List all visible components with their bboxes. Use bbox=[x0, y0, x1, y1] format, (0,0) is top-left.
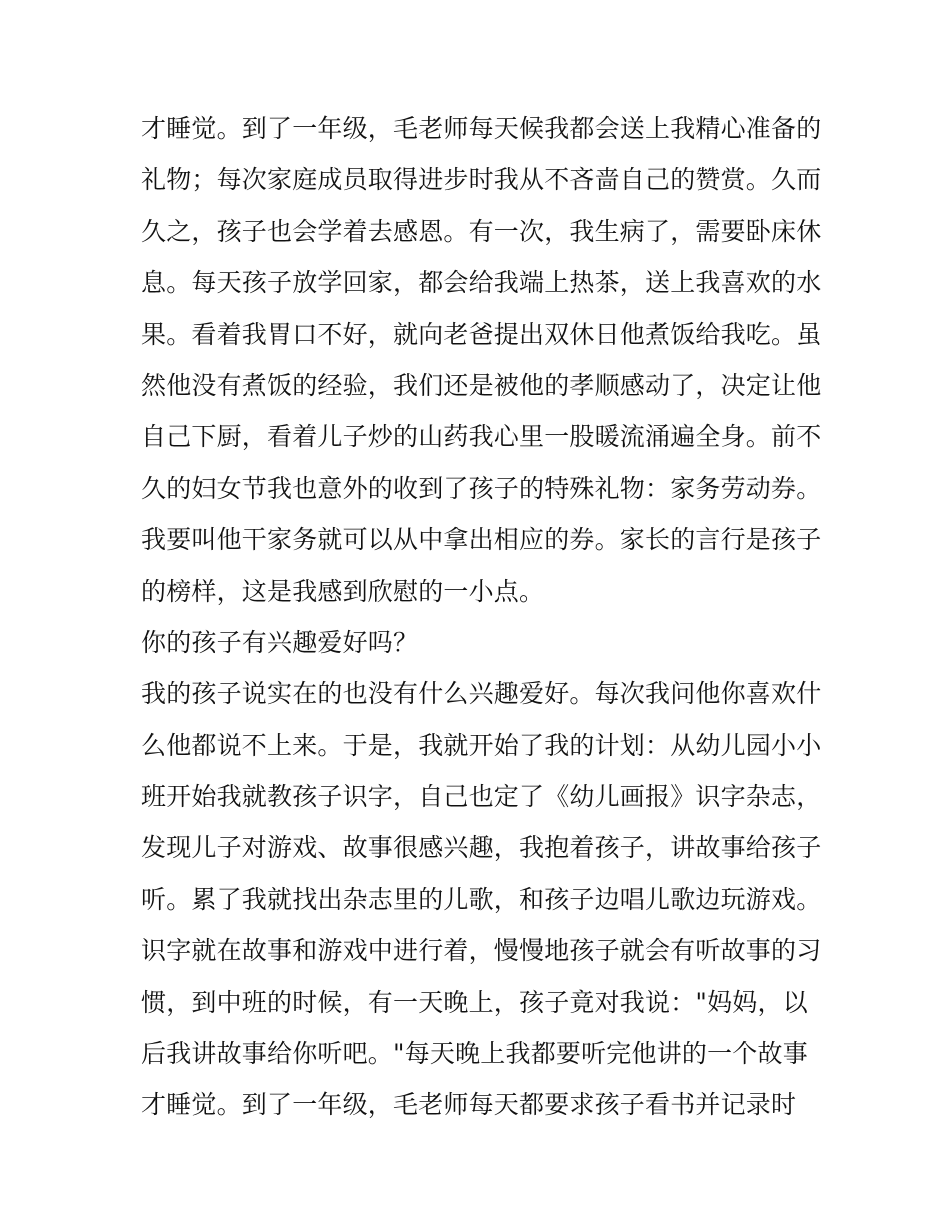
section-question: 你的孩子有兴趣爱好吗？ bbox=[141, 627, 419, 657]
text-line: 息。每天孩子放学回家，都会给我端上热茶，送上我喜欢的水 bbox=[141, 268, 822, 298]
text-line: 班开始我就教孩子识字，自己也定了《幼儿画报》识字杂志， bbox=[141, 782, 822, 812]
text-line: 么他都说不上来。于是，我就开始了我的计划：从幼儿园小小 bbox=[141, 730, 822, 760]
text-line: 久的妇女节我也意外的收到了孩子的特殊礼物：家务劳动券。 bbox=[141, 473, 822, 503]
text-line: 后我讲故事给你听吧。"每天晚上我都要听完他讲的一个故事 bbox=[141, 1039, 808, 1069]
text-line: 自己下厨，看着儿子炒的山药我心里一股暖流涌遍全身。前不 bbox=[141, 422, 822, 452]
text-line: 久之，孩子也会学着去感恩。有一次，我生病了，需要卧床休 bbox=[141, 216, 822, 246]
text-line: 听。累了我就找出杂志里的儿歌，和孩子边唱儿歌边玩游戏。 bbox=[141, 884, 822, 914]
text-line: 惯，到中班的时候，有一天晚上，孩子竟对我说："妈妈，以 bbox=[141, 987, 808, 1017]
text-line: 识字就在故事和游戏中进行着，慢慢地孩子就会有听故事的习 bbox=[141, 936, 822, 966]
text-line: 发现儿子对游戏、故事很感兴趣，我抱着孩子，讲故事给孩子 bbox=[141, 833, 822, 863]
text-line: 果。看着我胃口不好，就向老爸提出双休日他煮饭给我吃。虽 bbox=[141, 319, 822, 349]
text-line: 我要叫他干家务就可以从中拿出相应的券。家长的言行是孩子 bbox=[141, 525, 822, 555]
text-line: 然他没有煮饭的经验，我们还是被他的孝顺感动了，决定让他 bbox=[141, 370, 822, 400]
text-line: 才睡觉。到了一年级，毛老师每天都要求孩子看书并记录时 bbox=[141, 1090, 797, 1120]
text-line: 我的孩子说实在的也没有什么兴趣爱好。每次我问他你喜欢什 bbox=[141, 679, 822, 709]
body-text bbox=[141, 103, 821, 1131]
text-line: 的榜样，这是我感到欣慰的一小点。 bbox=[141, 576, 545, 606]
text-line: 才睡觉。到了一年级，毛老师每天候我都会送上我精心准备的 bbox=[141, 114, 822, 143]
text-line: 礼物；每次家庭成员取得进步时我从不吝啬自己的赞赏。久而 bbox=[141, 165, 822, 195]
